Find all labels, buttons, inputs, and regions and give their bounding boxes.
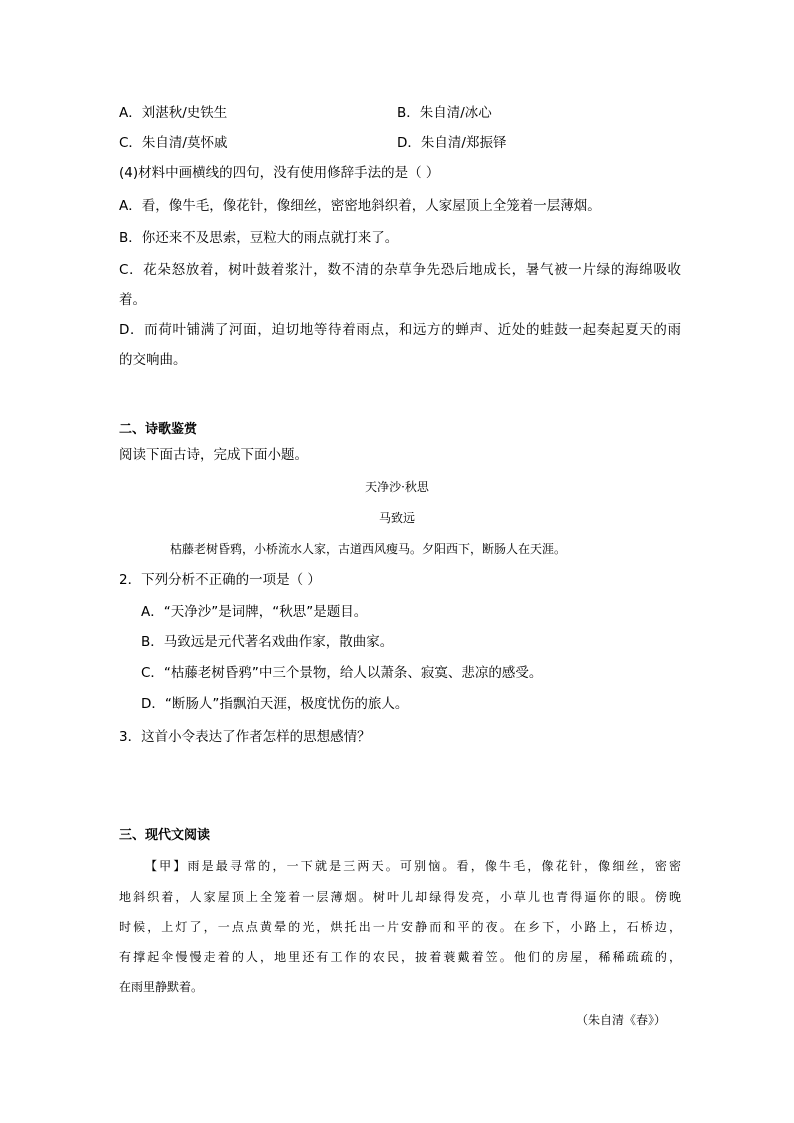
q4-option-c-line1: C．花朵怒放着，树叶鼓着浆汁，数不清的杂草争先恐后地成长，暑气被一片绿的海绵吸收 [119,262,681,278]
q2-option-b: B．马致远是元代著名戏曲作家，散曲家。 [141,634,394,650]
q2-option-d: D．“断肠人”指飘泊天涯，极度忧伤的旅人。 [141,696,409,712]
q1-option-a: A．刘湛秋/史铁生 [119,105,228,121]
q4-option-d-line2: 的交响曲。 [119,352,187,368]
q3-question: 3．这首小令表达了作者怎样的思想感情？ [119,729,371,745]
q4-option-c-line2: 着。 [119,292,146,308]
poetry-intro: 阅读下面古诗，完成下面小题。 [119,447,308,463]
q1-option-b: B．朱自清/冰心 [397,105,492,121]
q1-option-c: C．朱自清/莫怀戚 [119,135,228,151]
passage-line-5: 在雨里静默着。 [119,980,204,994]
q4-option-d-line1: D．而荷叶铺满了河面，迫切地等待着雨点，和远方的蝉声、近处的蛙鼓一起奏起夏天的雨 [119,322,681,338]
passage-line-4: 有撑起伞慢慢走着的人，地里还有工作的农民，披着蓑戴着笠。他们的房屋，稀稀疏疏的， [119,950,681,964]
passage-source: （朱自清《春》） [576,1013,667,1027]
q4-option-a: A．看，像牛毛，像花针，像细丝，密密地斜织着，人家屋顶上全笼着一层薄烟。 [119,198,601,214]
passage-line-3: 时候，上灯了，一点点黄晕的光，烘托出一片安静而和平的夜。在乡下，小路上，石桥边， [119,920,681,934]
section-heading-modern-reading: 三、现代文阅读 [119,828,211,843]
passage-line-1: 【甲】雨是最寻常的，一下就是三两天。可别恼。看，像牛毛，像花针，像细丝，密密 [145,859,681,873]
poem-text: 枯藤老树昏鸦，小桥流水人家，古道西风瘦马。夕阳西下，断肠人在天涯。 [170,542,567,556]
poem-author: 马致远 [378,511,415,525]
q4-option-b: B．你还来不及思索，豆粒大的雨点就打来了。 [119,230,399,246]
q1-option-d: D．朱自清/郑振铎 [397,135,507,151]
passage-line-2: 地斜织着，人家屋顶上全笼着一层薄烟。树叶儿却绿得发亮，小草儿也青得逼你的眼。傍晚 [119,890,681,904]
q2-option-c: C．“枯藤老树昏鸦”中三个景物，给人以萧条、寂寞、悲凉的感受。 [141,665,543,681]
section-heading-poetry: 二、诗歌鉴赏 [119,422,198,437]
q2-stem: 2．下列分析不正确的一项是（ ） [119,572,321,588]
poem-title: 天净沙·秋思 [365,480,429,494]
q4-stem: (4)材料中画横线的四句，没有使用修辞手法的是（ ） [119,165,440,181]
q2-option-a: A．“天净沙”是词牌，“秋思”是题目。 [141,604,368,620]
